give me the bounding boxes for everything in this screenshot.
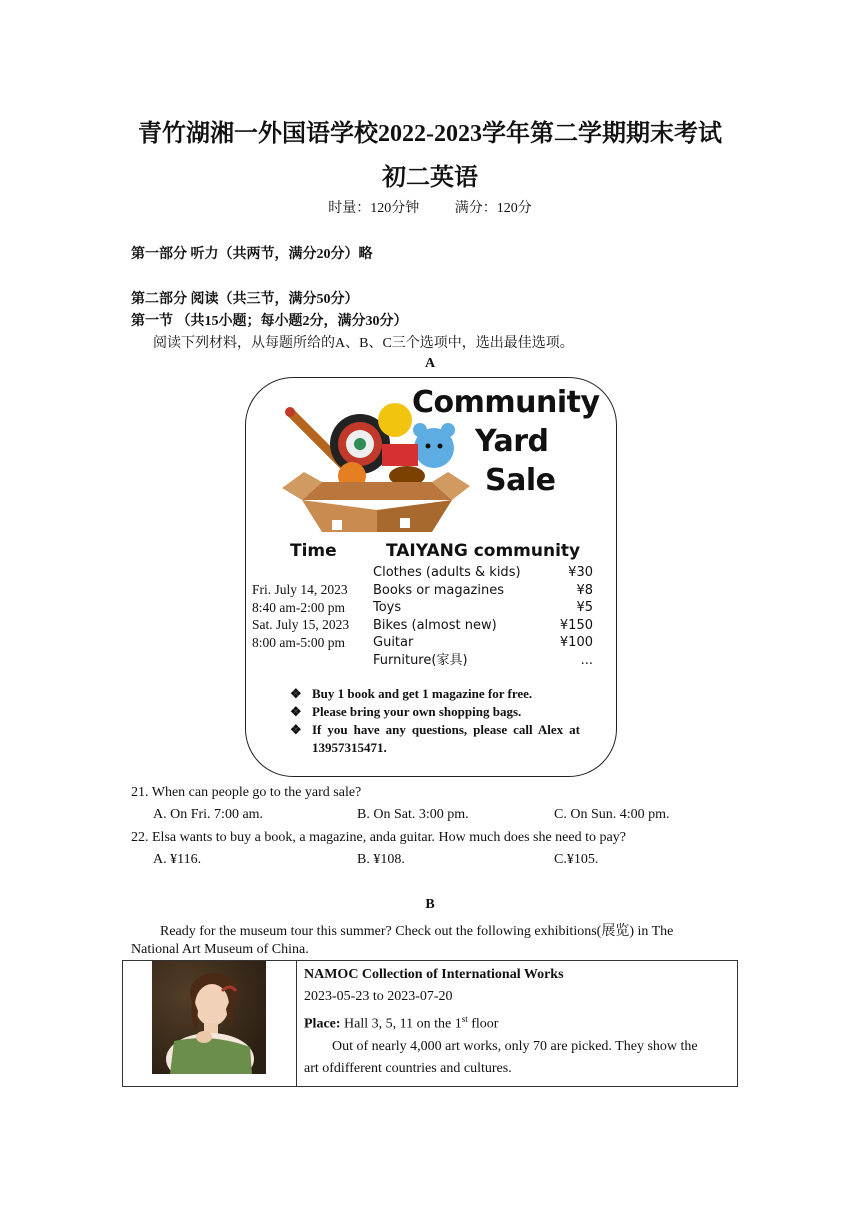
part1-heading: 第一部分 听力（共两节，满分20分）略 xyxy=(131,247,373,262)
poster-title-line2: Yard xyxy=(475,424,549,459)
item-price: ¥30 xyxy=(568,565,593,580)
price-list xyxy=(373,564,593,669)
bullet-icon: ❖ xyxy=(290,686,302,701)
exhibition-table xyxy=(122,960,738,1087)
yard-sale-poster xyxy=(245,377,617,777)
poster-title-line3: Sale xyxy=(485,463,556,498)
passage-b-intro-line2: National Art Museum of China. xyxy=(131,942,309,957)
question-22-option-a[interactable]: A. ¥116. xyxy=(153,852,202,867)
schedule xyxy=(252,581,349,651)
schedule-line: Sat. July 15, 2023 xyxy=(252,617,350,632)
passage-a-letter: A xyxy=(424,356,436,371)
note-item xyxy=(290,703,580,721)
passage-b-intro-line1: Ready for the museum tour this summer? Check out the following exhibitions(展览) in The xyxy=(160,924,674,939)
place-value: Hall 3, 5, 11 on the 1 xyxy=(340,1016,462,1032)
bullet-icon: ❖ xyxy=(290,704,302,719)
portrait-painting-image xyxy=(152,961,266,1074)
place-sup: st xyxy=(461,1014,468,1024)
question-21-stem: 21. When can people go to the yard sale? xyxy=(131,785,362,800)
poster-title-line1: Community xyxy=(412,385,600,420)
score-label: 满分：120分 xyxy=(454,201,532,216)
note-text: If you have any questions, please call Alex at 13957315471. xyxy=(312,722,580,755)
item-name: Clothes (adults & kids) xyxy=(373,565,521,580)
question-21-option-c[interactable]: C. On Sun. 4:00 pm. xyxy=(554,807,670,822)
note-text: Buy 1 book and get 1 magazine for free. xyxy=(312,686,533,701)
item-name: Bikes (almost new) xyxy=(373,617,497,633)
schedule-line: 8:00 am-5:00 pm xyxy=(252,634,345,650)
question-22-stem: 22. Elsa wants to buy a book, a magazine, anda guitar. How much does she need to pay? xyxy=(131,830,626,845)
schedule-line: Fri. July 14, 2023 xyxy=(252,582,348,597)
section1-heading: 第一节 （共15小题；每小题2分，满分30分） xyxy=(131,314,408,329)
note-item xyxy=(290,685,580,703)
item-name: Furniture(家具) xyxy=(373,652,468,668)
question-22-option-c[interactable]: C.¥105. xyxy=(554,852,599,867)
table-row xyxy=(123,961,738,1087)
price-row xyxy=(373,564,593,582)
item-price: ¥8 xyxy=(576,582,593,598)
place-heading: TAIYANG community xyxy=(386,541,581,561)
item-price: ... xyxy=(580,652,593,668)
part2-heading: 第二部分 阅读（共三节，满分50分） xyxy=(131,292,359,307)
item-price: ¥5 xyxy=(576,600,593,615)
place-label: Place: xyxy=(304,1016,341,1032)
exam-meta xyxy=(0,197,860,217)
question-22-option-b[interactable]: B. ¥108. xyxy=(357,852,405,867)
question-21-option-a[interactable]: A. On Fri. 7:00 am. xyxy=(153,807,264,822)
poster-notes xyxy=(290,685,580,757)
instruction: 阅读下列材料，从每题所给的A、B、C三个选项中，选出最佳选项。 xyxy=(153,336,574,351)
place-tail: floor xyxy=(467,1016,499,1032)
item-name: Guitar xyxy=(373,635,414,650)
time-label: 时量：120分钟 xyxy=(328,201,420,216)
price-row xyxy=(373,617,593,635)
exhibition-dates: 2023-05-23 to 2023-07-20 xyxy=(304,989,453,1004)
item-price: ¥100 xyxy=(559,635,593,650)
exhibition-image-cell xyxy=(123,961,297,1087)
price-row xyxy=(373,599,593,617)
time-heading: Time xyxy=(290,541,337,561)
exhibition-desc-line1: Out of nearly 4,000 art works, only 70 are picked. They show the xyxy=(332,1038,698,1054)
exam-title: 青竹湖湘一外国语学校2022-2023学年第二学期期末考试 xyxy=(138,121,722,147)
price-row xyxy=(373,652,593,670)
exhibition-desc-line2: art ofdifferent countries and cultures. xyxy=(304,1060,512,1076)
passage-b-letter: B xyxy=(425,897,435,912)
exhibition-place xyxy=(304,1008,731,1036)
exhibition-name: NAMOC Collection of International Works xyxy=(304,967,564,982)
question-21-option-b[interactable]: B. On Sat. 3:00 pm. xyxy=(357,807,469,822)
item-price: ¥150 xyxy=(559,617,593,633)
exam-subtitle: 初二英语 xyxy=(382,165,478,191)
price-row xyxy=(373,582,593,600)
item-name: Books or magazines xyxy=(373,582,504,598)
note-text: Please bring your own shopping bags. xyxy=(312,704,522,719)
schedule-line: 8:40 am-2:00 pm xyxy=(252,599,345,615)
price-row xyxy=(373,634,593,652)
item-name: Toys xyxy=(373,600,402,615)
bullet-icon: ❖ xyxy=(290,722,302,737)
exhibition-info-cell xyxy=(297,961,738,1087)
note-item xyxy=(290,721,580,757)
